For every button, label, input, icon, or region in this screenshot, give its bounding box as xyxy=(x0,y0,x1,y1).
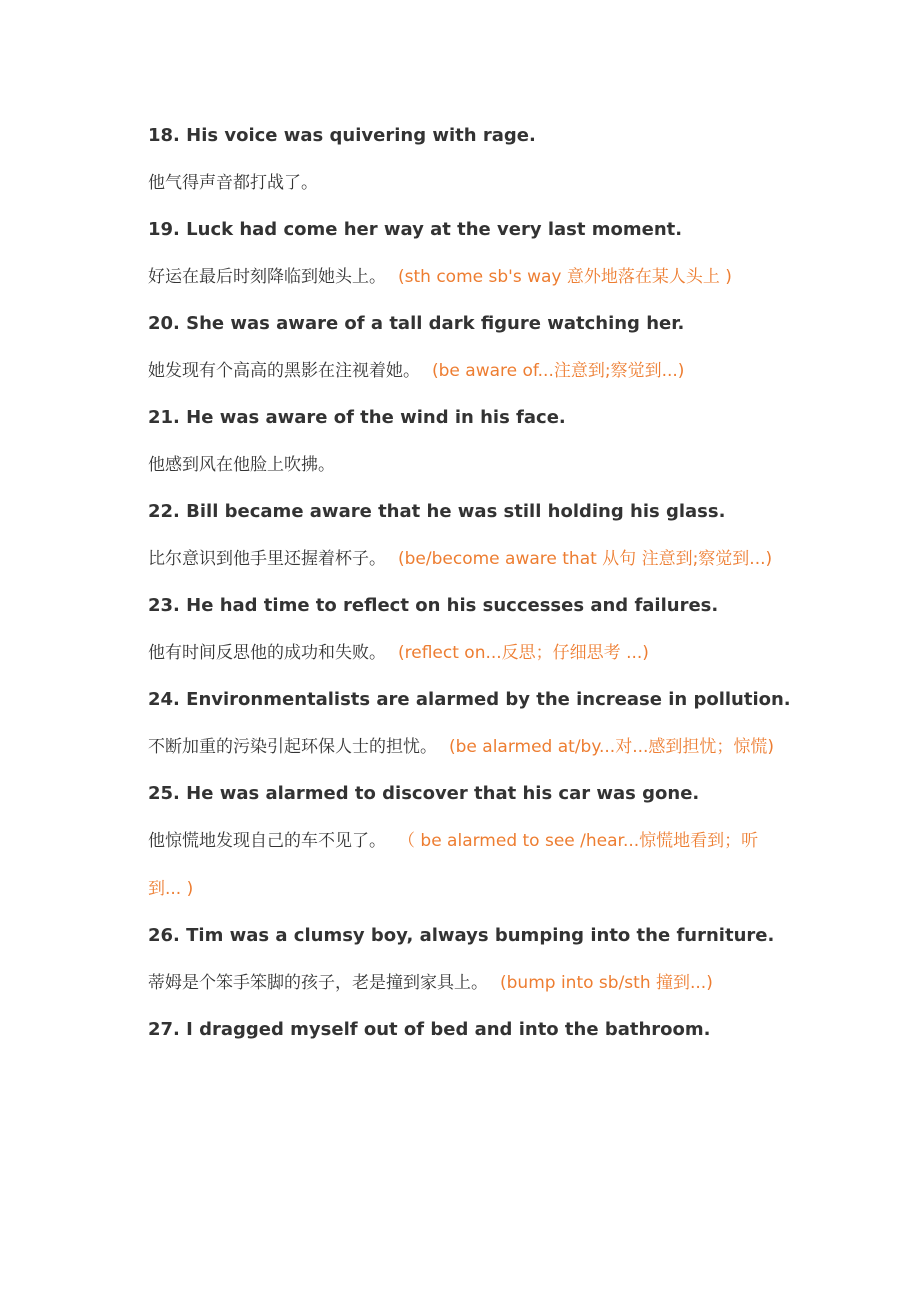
translation: 他惊慌地发现自己的车不见了。 xyxy=(148,831,386,851)
sentence-23-chinese xyxy=(148,629,778,677)
sentence-20-english: 20. She was aware of a tall dark figure watching her. xyxy=(148,313,685,334)
usage-note: (be aware of...注意到;察觉到...) xyxy=(432,361,685,381)
translation: 他感到风在他脸上吹拂。 xyxy=(148,455,335,475)
sentence-list xyxy=(148,120,791,1061)
usage-note: （ be alarmed to see /hear...惊慌地看到；听到... ) xyxy=(148,831,759,899)
sentence-25-chinese xyxy=(148,817,778,913)
usage-note: (be alarmed at/by...对...感到担忧；惊慌) xyxy=(449,737,775,757)
sentence-25-english: 25. He was alarmed to discover that his car was gone. xyxy=(148,783,700,804)
sentence-22-chinese xyxy=(148,535,778,583)
usage-note: (bump into sb/sth 撞到...) xyxy=(500,973,713,993)
sentence-20-chinese xyxy=(148,347,778,395)
translation: 好运在最后时刻降临到她头上。 xyxy=(148,267,386,287)
translation: 蒂姆是个笨手笨脚的孩子，老是撞到家具上。 xyxy=(148,973,488,993)
sentence-24-english: 24. Environmentalists are alarmed by the increase in pollution. xyxy=(148,689,791,710)
usage-note: (be/become aware that 从句 注意到;察觉到...) xyxy=(398,549,773,569)
sentence-26-english: 26. Tim was a clumsy boy, always bumping into the furniture. xyxy=(148,925,775,946)
translation: 她发现有个高高的黑影在注视着她。 xyxy=(148,361,420,381)
translation: 不断加重的污染引起环保人士的担忧。 xyxy=(148,737,437,757)
sentence-27-english: 27. I dragged myself out of bed and into the bathroom. xyxy=(148,1019,711,1040)
sentence-26-chinese xyxy=(148,959,778,1007)
sentence-24-chinese xyxy=(148,723,778,771)
sentence-22-english: 22. Bill became aware that he was still holding his glass. xyxy=(148,501,726,522)
usage-note: (reflect on...反思；仔细思考 ...) xyxy=(398,643,649,663)
translation: 比尔意识到他手里还握着杯子。 xyxy=(148,549,386,569)
sentence-19-chinese xyxy=(148,253,778,301)
sentence-18-english: 18. His voice was quivering with rage. xyxy=(148,125,536,146)
translation: 他有时间反思他的成功和失败。 xyxy=(148,643,386,663)
sentence-21-chinese xyxy=(148,441,778,489)
sentence-18-chinese xyxy=(148,159,778,207)
sentence-23-english: 23. He had time to reflect on his successes and failures. xyxy=(148,595,719,616)
translation: 他气得声音都打战了。 xyxy=(148,173,318,193)
sentence-21-english: 21. He was aware of the wind in his face. xyxy=(148,407,566,428)
usage-note: (sth come sb's way 意外地落在某人头上 ) xyxy=(398,267,732,287)
sentence-19-english: 19. Luck had come her way at the very last moment. xyxy=(148,219,683,240)
